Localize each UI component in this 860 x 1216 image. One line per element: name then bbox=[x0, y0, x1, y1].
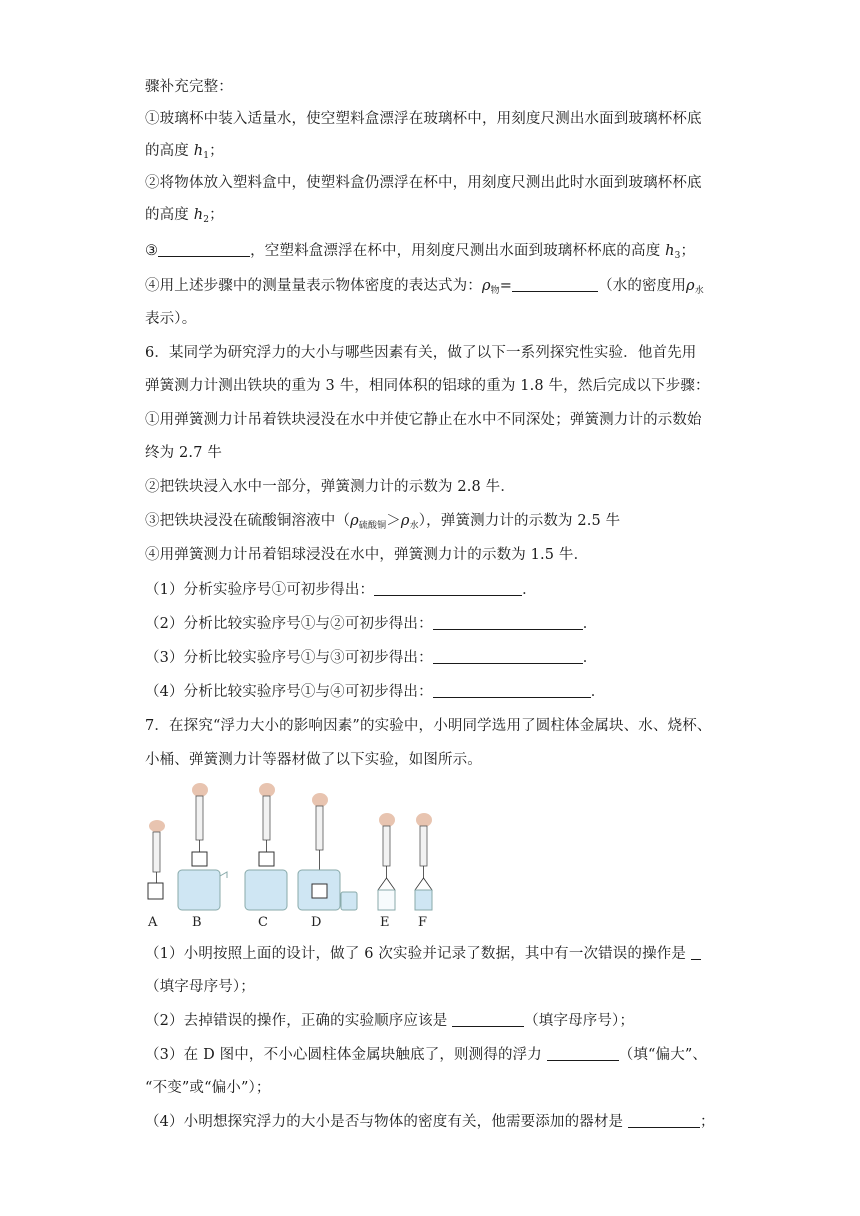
answer-blank[interactable] bbox=[628, 1112, 700, 1128]
figure-label-a: A bbox=[148, 915, 158, 930]
figure-label-c: C bbox=[258, 915, 268, 930]
question-7-line: 小桶、弹簧测力计等器材做了以下实验，如图所示。 bbox=[145, 752, 482, 768]
q6-sub-4: （4）分析比较实验序号①与④可初步得出： ． bbox=[145, 684, 606, 700]
answer-blank[interactable] bbox=[452, 1011, 524, 1027]
answer-blank[interactable] bbox=[512, 276, 598, 292]
q7-sub-3: （3）在 D 图中，不小心圆柱体金属块触底了，则测得的浮力 （填“偏大”、 bbox=[145, 1047, 708, 1063]
q7-sub-4: （4）小明想探究浮力的大小是否与物体的密度有关，他需要添加的器材是 ； bbox=[145, 1114, 715, 1130]
answer-blank[interactable] bbox=[691, 944, 701, 960]
q6-step-2: ②把铁块浸入水中一部分，弹簧测力计的示数为 2.8 牛． bbox=[145, 479, 515, 495]
q7-sub-3-cont: “不变”或“偏小”）； bbox=[145, 1080, 271, 1096]
question-7: 7．在探究“浮力大小的影响因素”的实验中，小明同学选用了圆柱体金属块、水、烧杯、 bbox=[145, 718, 712, 734]
setup-b bbox=[178, 783, 227, 910]
q6-step-4: ④用弹簧测力计吊着铝球浸没在水中，弹簧测力计的示数为 1.5 牛． bbox=[145, 547, 589, 563]
step-4-cont: 表示）。 bbox=[145, 311, 197, 327]
figure-label-e: E bbox=[380, 915, 390, 930]
setup-e bbox=[378, 813, 395, 910]
setup-c bbox=[245, 783, 287, 910]
figure-label-d: D bbox=[311, 915, 322, 930]
figure-label-b: B bbox=[192, 915, 202, 930]
step-1-cont: 的高度 $h_1$； bbox=[145, 143, 224, 161]
setup-f bbox=[415, 813, 432, 910]
q6-sub-1: （1）分析实验序号①可初步得出： ． bbox=[145, 582, 537, 598]
answer-blank[interactable] bbox=[374, 580, 522, 596]
step-4: ④用上述步骤中的测量量表示物体密度的表达式为：$\rho_物=$ （水的密度用$\rho_水$ bbox=[145, 278, 704, 296]
answer-blank[interactable] bbox=[433, 648, 583, 664]
step-1: ①玻璃杯中装入适量水，使空塑料盒漂浮在玻璃杯中，用刻度尺测出水面到玻璃杯杯底 bbox=[145, 111, 702, 127]
question-6-line: 弹簧测力计测出铁块的重为 3 牛，相同体积的铝球的重为 1.8 牛，然后完成以下步骤： bbox=[145, 378, 710, 394]
q6-sub-2: （2）分析比较实验序号①与②可初步得出： ． bbox=[145, 616, 598, 632]
question-6: 6．某同学为研究浮力的大小与哪些因素有关，做了以下一系列探究性实验．他首先用 bbox=[145, 345, 697, 361]
answer-blank[interactable] bbox=[433, 614, 583, 630]
q6-step-3: ③把铁块浸没在硫酸铜溶液中$(\rho_{硫酸铜}>\rho_水)$，弹簧测力计的示数为 2.5 牛 bbox=[145, 513, 621, 531]
answer-blank[interactable] bbox=[433, 682, 591, 698]
answer-blank[interactable] bbox=[158, 241, 250, 257]
experiment-figure bbox=[140, 780, 600, 930]
q7-sub-1-cont: （填字母序号）； bbox=[145, 979, 255, 995]
q6-step-1: ①用弹簧测力计吊着铁块浸没在水中并使它静止在水中不同深处；弹簧测力计的示数始 bbox=[145, 412, 702, 428]
step-2-cont: 的高度 $h_2$； bbox=[145, 207, 224, 225]
q7-sub-1: （1）小明按照上面的设计，做了 6 次实验并记录了数据，其中有一次错误的操作是 bbox=[145, 944, 701, 964]
setup-a bbox=[148, 820, 165, 899]
text-line: 骤补充完整： bbox=[145, 79, 233, 95]
q7-sub-2: （2）去掉错误的操作，正确的实验顺序应该是 （填字母序号）； bbox=[145, 1013, 635, 1029]
step-2: ②将物体放入塑料盒中，使塑料盒仍漂浮在杯中，用刻度尺测出此时水面到玻璃杯杯底 bbox=[145, 175, 702, 191]
answer-blank[interactable] bbox=[547, 1045, 619, 1061]
figure-label-f: F bbox=[418, 915, 428, 930]
step-3: ③ ，空塑料盒漂浮在杯中，用刻度尺测出水面到玻璃杯杯底的高度 $h_3$； bbox=[145, 243, 696, 261]
q6-step-1-cont: 终为 2.7 牛 bbox=[145, 445, 222, 461]
q6-sub-3: （3）分析比较实验序号①与③可初步得出： ． bbox=[145, 650, 598, 666]
setup-d bbox=[298, 793, 357, 910]
